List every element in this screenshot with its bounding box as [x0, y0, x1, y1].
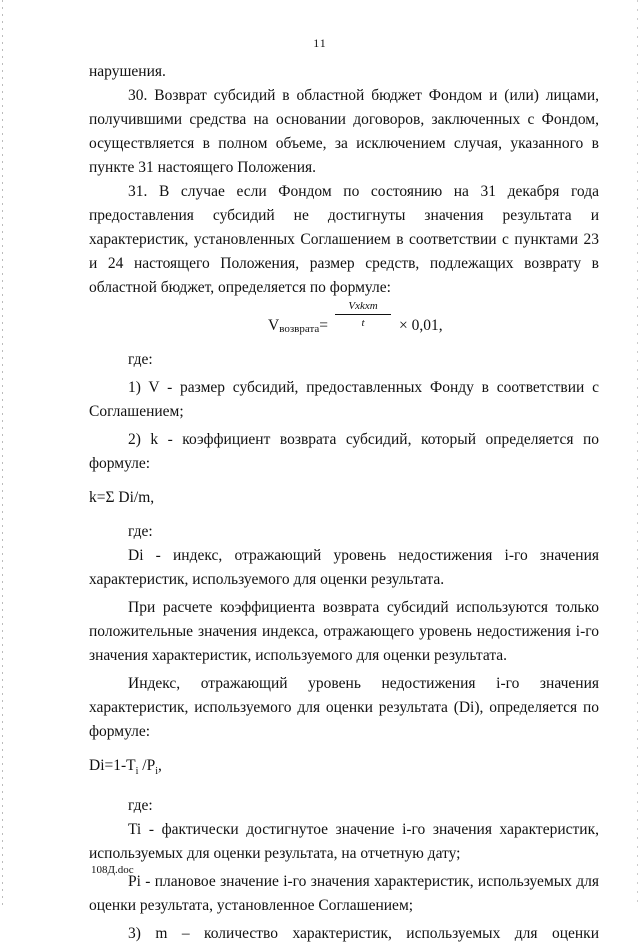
paragraph-30: 30. Возврат субсидий в областной бюджет Фондом и (или) лицами, получившими средства на основании договоров, заключенных с Фондом, осуществляется в полном объеме, за исключением случая, указанного в пункте 31 настоящего Положения.	[89, 87, 599, 176]
document-body	[89, 60, 599, 946]
formula-lhs: $V_{возврата}=$	[268, 317, 329, 335]
paragraph-31: 31. В случае если Фондом по состоянию на 31 декабря года предоставления субсидий не достигнуты значения результата и характеристик, установленных Соглашением в соответствии с пунктами 23 и 24 настоящего Положения, размер средств, подлежащих возврату в областной бюджет, определяется по формуле:	[89, 183, 599, 296]
where-label: где:	[128, 523, 153, 540]
di-definition: Di - индекс, отражающий уровень недостижения i-го значения характеристик, используемого для оценки результата.	[89, 547, 599, 588]
ti-definition: Ti - фактически достигнутое значение i-го значения характеристик, используемых для оценки результата, на отчетную дату;	[89, 821, 599, 863]
item-3: 3) m – количество характеристик, используемых для оценки	[128, 925, 599, 943]
where-label: где:	[128, 797, 153, 815]
item-2: 2) k - коэффициент возврата субсидий, который определяется по формуле:	[89, 431, 599, 472]
formula-refund-amount	[89, 300, 599, 348]
where-label: где:	[128, 351, 153, 368]
formula-k: k=Σ Di/m,	[89, 489, 155, 506]
formula-di: $Di=1-T_i$ $/P_i$,	[89, 757, 162, 778]
scan-edge-left	[2, 0, 3, 905]
item-1: 1) V - размер субсидий, предоставленных Фонду в соответствии с Соглашением;	[89, 379, 599, 420]
formula-fraction	[335, 300, 391, 329]
formula-rhs: × 0,01,	[399, 317, 443, 334]
paragraph-index: Индекс, отражающий уровень недостижения i-го значения характеристик, используемого для оценки результата (Di), определяется по формуле:	[89, 675, 599, 740]
pi-definition: Pi - плановое значение i-го значения характеристик, используемых для оценки результата, установленное Соглашением;	[89, 873, 599, 915]
paragraph-calculation: При расчете коэффициента возврата субсидий используются только положительные значения индекса, отражающего уровень недостижения i-го значения характеристик, используемого для оценки результата.	[89, 599, 599, 664]
scan-edge-right	[637, 0, 638, 905]
file-name-footer: 108Д.doc	[91, 864, 134, 876]
fraction-denominator: t	[361, 317, 365, 329]
fraction-numerator: Vxkxm	[335, 300, 391, 315]
page-number: 11	[313, 36, 327, 50]
paragraph-continuation: нарушения.	[89, 63, 166, 80]
